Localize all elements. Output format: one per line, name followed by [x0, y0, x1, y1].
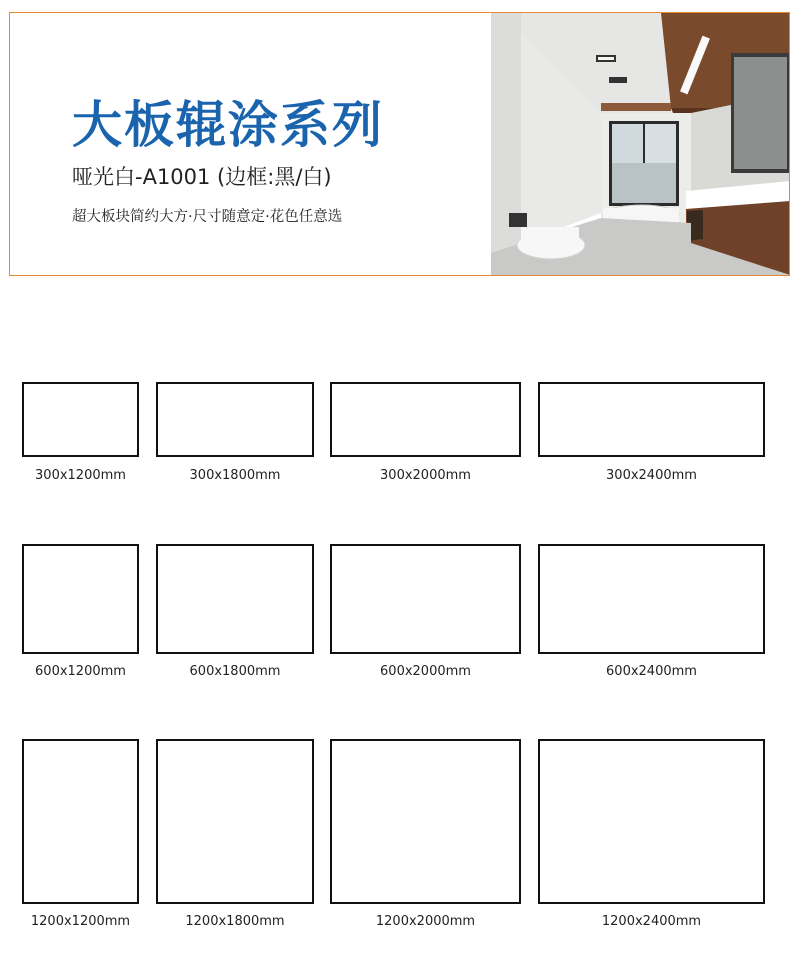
banner-tagline: 超大板块简约大方·尺寸随意定·花色任意选: [72, 209, 343, 225]
banner-title: 大板辊涂系列: [72, 96, 384, 154]
size-panel[interactable]: [538, 544, 765, 654]
size-panel[interactable]: [156, 739, 314, 904]
size-panel[interactable]: [538, 382, 765, 457]
size-panel[interactable]: [156, 382, 314, 457]
size-label: 300x2400mm: [606, 468, 697, 483]
size-panel[interactable]: [538, 739, 765, 904]
size-label: 300x1200mm: [35, 468, 126, 483]
size-label: 600x2400mm: [606, 664, 697, 679]
product-banner: [9, 12, 790, 276]
size-label: 600x1200mm: [35, 664, 126, 679]
size-label: 300x2000mm: [380, 468, 471, 483]
size-panel[interactable]: [330, 739, 521, 904]
size-label: 1200x2400mm: [601, 914, 702, 929]
size-label: 1200x1800mm: [185, 914, 285, 929]
size-panel[interactable]: [22, 382, 139, 457]
bathroom-interior-photo: [491, 13, 790, 275]
size-panel[interactable]: [330, 382, 521, 457]
size-panel[interactable]: [330, 544, 521, 654]
banner-subtitle: 哑光白-A1001 (边框:黑/白): [72, 165, 332, 189]
size-panel[interactable]: [22, 739, 139, 904]
size-panel[interactable]: [22, 544, 139, 654]
banner-text-area: [10, 13, 490, 275]
size-label: 1200x2000mm: [375, 914, 476, 929]
size-label: 600x2000mm: [380, 664, 471, 679]
size-label: 600x1800mm: [189, 664, 281, 679]
size-panel[interactable]: [156, 544, 314, 654]
size-label: 300x1800mm: [189, 468, 281, 483]
size-label: 1200x1200mm: [30, 914, 131, 929]
